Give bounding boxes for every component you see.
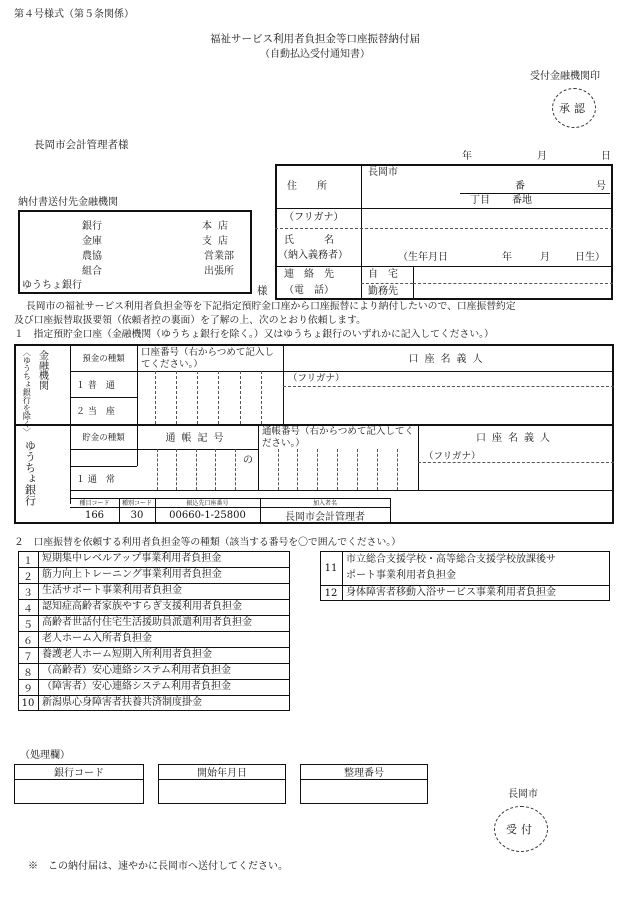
dest-type-3: 組合 <box>82 266 102 277</box>
form-number: 第４号様式（第５条関係） <box>14 9 134 20</box>
furigana-input[interactable] <box>365 210 609 226</box>
address-label: 住 所 <box>287 181 327 192</box>
dest-branch-0: 本店 <box>202 221 234 232</box>
fee-text-2: 筋力向上トレーニング事業利用者負担金 <box>42 569 222 580</box>
name-input[interactable] <box>365 230 609 250</box>
fee-text-1: 短期集中レベルアップ事業利用者負担金 <box>42 553 222 564</box>
address-chome: 丁目 <box>470 195 490 206</box>
bank-code-label: 銀行コード <box>54 768 104 779</box>
fee-text-9: （障害者）安心連絡システム利用者負担金 <box>42 681 231 692</box>
passbook-symbol-label: 通帳記号 <box>165 433 230 444</box>
footer-city: 長岡市 <box>508 789 538 800</box>
bank-sub-label: 〈ゆうちょ銀行を除く〉 <box>22 348 32 436</box>
deposit-type-toza[interactable]: ２ 当 座 <box>76 407 115 417</box>
fee-num-10[interactable]: 10 <box>21 697 35 709</box>
footer-note: ※ この納付届は、速やかに長岡市へ送付してください。 <box>28 861 288 872</box>
yucho-holder-label: 口座名義人 <box>476 433 556 444</box>
passbook-number-label: 通帳番号（右からつめて記入してください。） <box>262 426 414 449</box>
fee-num-7[interactable]: ７ <box>23 651 33 663</box>
approval-stamp: 承認 <box>552 88 596 128</box>
account-holder-label: 口座名義人 <box>408 354 489 365</box>
address-city: 長岡市 <box>368 167 398 178</box>
sub-value-3: 長岡市会計管理者 <box>285 512 365 523</box>
address-go: 号 <box>596 181 606 192</box>
date-month: 月 <box>537 151 547 162</box>
savings-type-label: 貯金の種類 <box>82 432 125 443</box>
birth-label: （生年月日 <box>398 252 448 263</box>
deposit-type-label: 預金の種類 <box>82 353 125 364</box>
reference-number-label: 整理番号 <box>344 768 384 779</box>
form-subtitle: （自動払込受付通知書） <box>260 49 370 60</box>
addressee: 長岡市会計管理者様 <box>34 139 129 151</box>
birth-day: 日生） <box>575 252 605 263</box>
fee-num-4[interactable]: ４ <box>23 603 33 615</box>
dest-branch-1: 支店 <box>202 236 234 247</box>
work-phone-label: 勤務先 <box>368 286 398 297</box>
section1-heading: １ 指定預貯金口座（金融機関（ゆうちょ銀行を除く。）又はゆうちょ銀行のいずれかに記入してください。） <box>14 329 494 340</box>
start-date-label: 開始年月日 <box>197 768 247 779</box>
fee-text-11-line1: 市立総合支援学校・高等総合支援学校放課後サ <box>346 554 556 565</box>
fee-text-3: 生活サポート事業利用者負担金 <box>42 585 182 596</box>
receiving-bank-label: 受付金融機関印 <box>530 71 600 82</box>
yucho-furigana-label: （フリガナ） <box>424 451 481 462</box>
sub-value-1: 30 <box>130 510 144 521</box>
fee-text-10: 新潟県心身障害者扶養共済制度掛金 <box>42 697 202 708</box>
fee-text-6: 老人ホーム入所者負担金 <box>42 633 152 644</box>
work-phone-input[interactable] <box>416 285 610 299</box>
account-furigana-label: （フリガナ） <box>288 373 345 384</box>
sub-header-3: 加入者名 <box>312 500 337 507</box>
dest-branch-2: 営業部 <box>204 251 234 262</box>
destination-label: 納付書送付先金融機関 <box>18 197 118 208</box>
sub-value-2: 00660-1-25800 <box>169 510 246 521</box>
passbook-symbol-input[interactable] <box>138 450 257 489</box>
fee-num-2[interactable]: ２ <box>23 571 33 583</box>
fee-text-4: 認知症高齢者家族やすらぎ支援利用者負担金 <box>42 601 242 612</box>
form-title: 福祉サービス利用者負担金等口座振替納付届 <box>210 33 420 45</box>
dest-type-0: 銀行 <box>82 221 102 232</box>
date-day: 日 <box>601 151 611 162</box>
dest-branch-3: 出張所 <box>204 266 234 277</box>
yucho-holder-input[interactable] <box>420 464 612 489</box>
fee-text-7: 養護老人ホーム短期入所利用者負担金 <box>42 649 212 660</box>
processing-label: （処理欄） <box>20 750 70 761</box>
fee-num-6[interactable]: ６ <box>23 635 33 647</box>
account-number-input[interactable] <box>138 372 282 423</box>
phone-label: （電 話） <box>284 285 334 296</box>
dest-type-2: 農協 <box>82 251 102 262</box>
home-phone-input[interactable] <box>416 268 610 282</box>
section2-heading: ２ 口座振替を依頼する利用者負担金等の種類（該当する番号を〇で囲んでください。） <box>14 537 401 548</box>
address-ban: 番 <box>515 181 525 192</box>
birth-year: 年 <box>502 252 512 263</box>
passbook-no-char: の <box>243 455 253 466</box>
yucho-label-text: ゆうちょ銀行 <box>23 440 37 506</box>
contact-label: 連 絡 先 <box>284 269 334 280</box>
payer-label: （納入義務者） <box>278 250 348 261</box>
savings-type-tsujo[interactable]: １ 通 常 <box>76 474 115 485</box>
dest-sama: 様 <box>257 285 268 297</box>
account-holder-input[interactable] <box>286 388 612 422</box>
home-phone-label: 自 宅 <box>368 269 398 280</box>
received-stamp: 受付 <box>494 806 548 852</box>
sub-value-0: 166 <box>84 510 105 521</box>
fee-num-3[interactable]: ３ <box>23 587 33 599</box>
yucho-label <box>24 440 36 506</box>
sub-header-1: 種別コード <box>121 500 152 507</box>
bank-label: 金融機関 <box>36 350 48 390</box>
sub-header-2: 振込先口座番号 <box>186 500 229 507</box>
fee-text-12: 身体障害者移動入浴サービス事業利用者負担金 <box>346 587 556 598</box>
furigana-label: （フリガナ） <box>284 212 344 223</box>
passbook-number-input[interactable] <box>259 450 417 489</box>
address-banchi: 番地 <box>512 195 532 206</box>
sub-header-0: 種目コード <box>79 500 110 507</box>
fee-num-1[interactable]: １ <box>23 555 33 567</box>
birth-month: 月 <box>540 252 550 263</box>
fee-text-5: 高齢者世話付住宅生活援助員派遣利用者負担金 <box>42 617 252 628</box>
deposit-type-futsu[interactable]: １ 普 通 <box>76 380 115 391</box>
name-label: 氏 名 <box>284 235 334 246</box>
account-number-label: 口座番号（右からつめて記入してください。） <box>141 347 274 370</box>
intro-line-1: 長岡市の福祉サービス利用者負担金等を下記指定預貯金口座から口座振替により納付したいので、口座振替約定 <box>26 301 516 312</box>
dest-type-4: ゆうちょ銀行 <box>22 280 82 291</box>
fee-text-8: （高齢者）安心連絡システム利用者負担金 <box>42 665 231 676</box>
dest-type-1: 金庫 <box>82 236 102 247</box>
date-year: 年 <box>462 151 472 162</box>
fee-num-11[interactable]: 11 <box>324 562 338 574</box>
fee-num-5[interactable]: ５ <box>23 619 33 631</box>
fee-text-11-line2: ポート事業利用者負担金 <box>346 570 456 581</box>
fee-num-9[interactable]: ９ <box>23 683 33 695</box>
fee-num-12[interactable]: 12 <box>324 587 338 599</box>
fee-num-8[interactable]: ８ <box>23 667 33 679</box>
intro-line-2: 及び口座振替取扱要領（依頼者控の裏面）を了解の上、次のとおり依頼します。 <box>14 315 366 326</box>
